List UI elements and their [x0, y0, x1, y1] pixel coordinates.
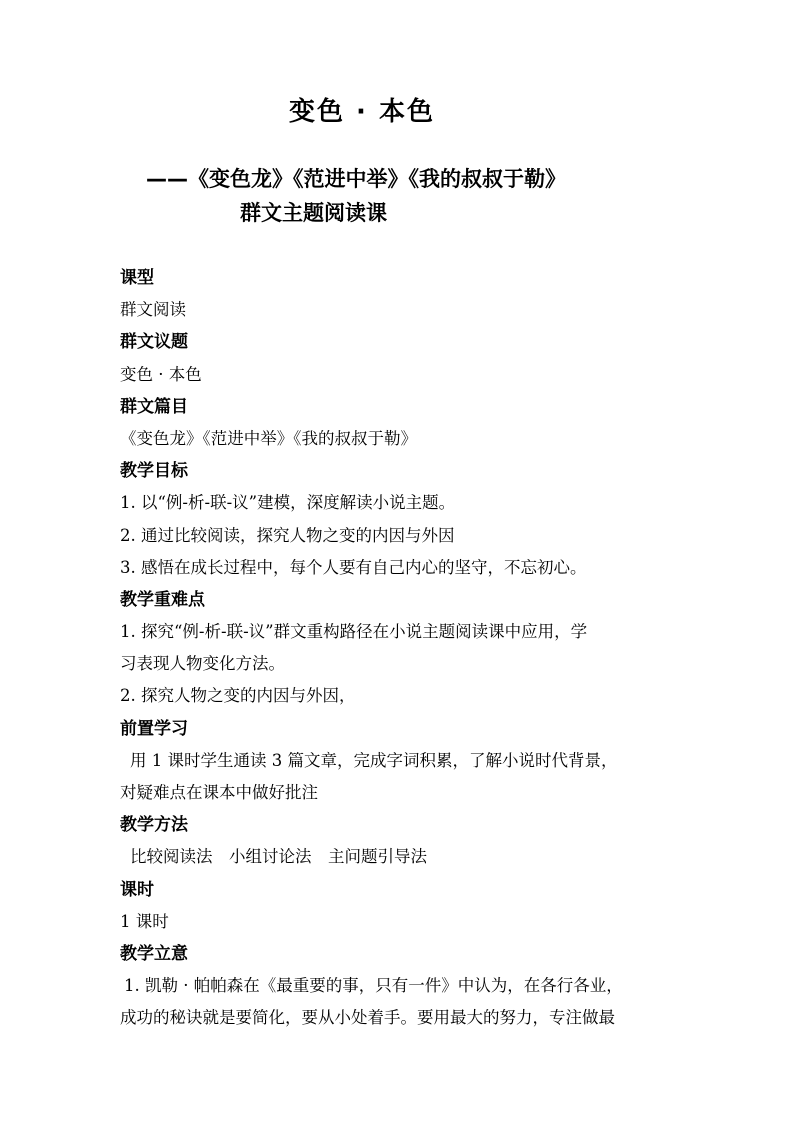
document-body	[120, 262, 688, 1035]
document-title: 变色 · 本色	[289, 97, 435, 127]
document-subtitle-continued: 群文主题阅读课	[240, 201, 387, 225]
key-point-item-2: 2. 探究人物之变的内因与外因，	[120, 686, 356, 706]
section-heading-texts: 群文篇目	[120, 396, 188, 417]
objective-item-3: 3. 感悟在成长过程中，每个人要有自己内心的坚守，不忘初心。	[120, 557, 587, 577]
section-heading-key-points: 教学重难点	[120, 589, 205, 610]
objective-item-1: 1. 以“例-析-联-议”建模，深度解读小说主题。	[120, 493, 456, 513]
rationale-text-line-1: 1. 凯勒 · 帕帕森在《最重要的事，只有一件》中认为，在各行各业，	[124, 976, 623, 996]
section-heading-objectives: 教学目标	[120, 461, 188, 482]
preview-text-line-2: 对疑难点在课本中做好批注	[120, 783, 318, 802]
section-heading-preview: 前置学习	[120, 718, 188, 739]
key-point-item-1-line-2: 习表现人物变化方法。	[120, 654, 285, 674]
preview-text-line-1: 用 1 课时学生通读 3 篇文章，完成字词积累，了解小说时代背景，	[130, 750, 618, 770]
section-heading-duration: 课时	[120, 879, 154, 900]
section-heading-topic: 群文议题	[120, 332, 188, 353]
key-point-item-1-line-1: 1. 探究“例-析-联-议”群文重构路径在小说主题阅读课中应用，学	[120, 622, 588, 642]
document-subtitle: ——《变色龙》《范进中举》《我的叔叔于勒》	[146, 167, 566, 191]
section-heading-rationale: 教学立意	[120, 943, 188, 964]
section-heading-lesson-type: 课型	[120, 268, 154, 288]
section-text-lesson-type: 群文阅读	[120, 300, 186, 320]
objective-item-2: 2. 通过比较阅读，探究人物之变的内因与外因	[120, 525, 455, 545]
section-text-methods: 比较阅读法 小组讨论法 主问题引导法	[130, 847, 427, 867]
section-text-duration: 1 课时	[120, 911, 169, 931]
rationale-text-line-2: 成功的秘诀就是要简化，要从小处着手。要用最大的努力，专注做最	[120, 1008, 615, 1028]
section-text-topic: 变色 · 本色	[120, 364, 202, 384]
section-text-texts: 《变色龙》《范进中举》《我的叔叔于勒》	[120, 428, 417, 448]
section-heading-methods: 教学方法	[120, 815, 188, 836]
